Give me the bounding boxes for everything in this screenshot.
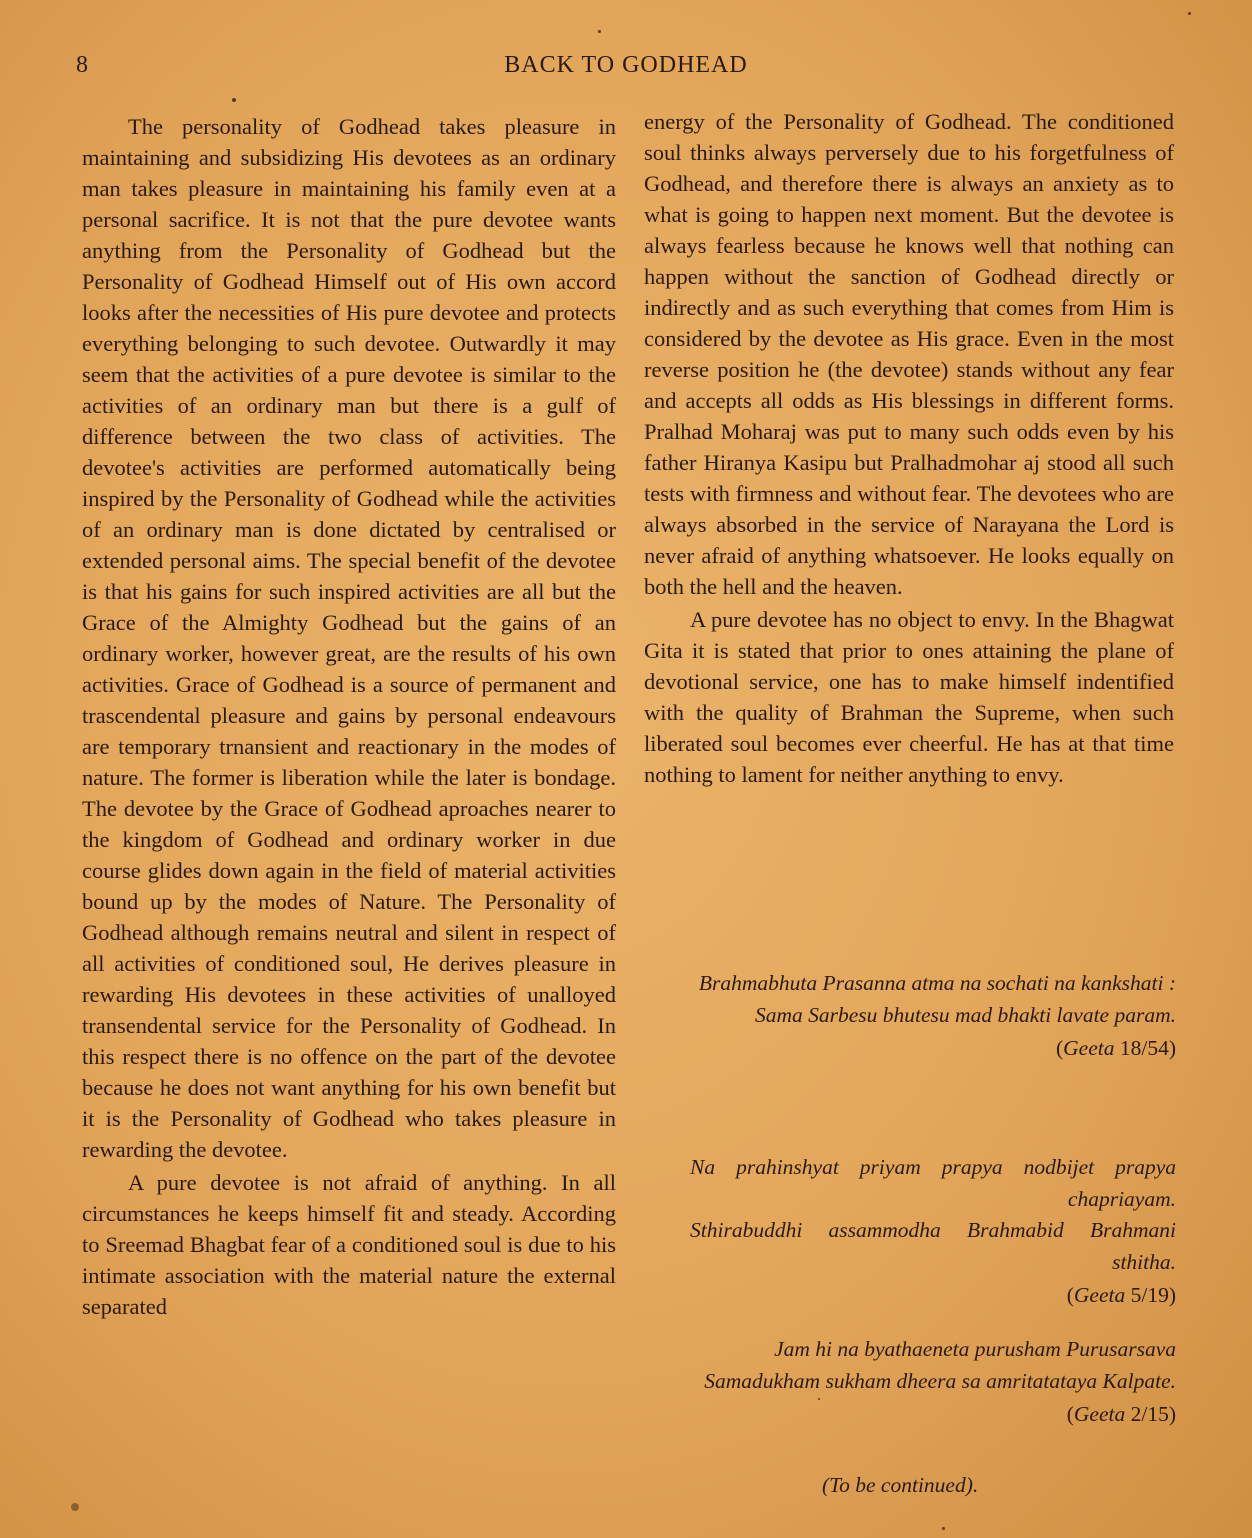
left-column xyxy=(82,111,616,1322)
verse-line: Brahmabhuta Prasanna atma na sochati na kankshati : xyxy=(698,971,1176,995)
citation-open: ( xyxy=(1066,1402,1074,1426)
citation-ref: 18/54 xyxy=(1119,1036,1169,1060)
citation-close: ) xyxy=(1168,1283,1176,1307)
right-paragraph-2: A pure devotee has no object to envy. In the Bhagwat Gita it is stated that prior to ones attaining the plane of devotional service, one has to make himself indentified with the quality of Brahman the Supreme, when such liberated soul becomes ever cheerful. He has at that time nothing to lament for neither anything to envy. xyxy=(644,607,1174,787)
paper-speck xyxy=(71,1503,79,1511)
verse-citation xyxy=(690,1033,1176,1065)
verse-line: Samadukham sukham dheera sa amritatataya Kalpate. xyxy=(704,1368,1176,1393)
running-head: BACK TO GODHEAD xyxy=(504,52,748,78)
citation-open: ( xyxy=(1055,1036,1064,1060)
paper-speck xyxy=(818,1398,820,1400)
verse-citation xyxy=(690,1399,1176,1431)
verse-geeta-5-19 xyxy=(690,1152,1176,1312)
citation-close: ) xyxy=(1168,1402,1176,1426)
verse-geeta-18-54 xyxy=(690,968,1176,1065)
paper-speck xyxy=(232,98,236,102)
citation-ref: 5/19 xyxy=(1130,1283,1169,1307)
page-number: 8 xyxy=(76,52,88,78)
right-paragraph-1: energy of the Personality of Godhead. The conditioned soul thinks always perversely due to his forgetfulness of Godhead, and therefore there is always an anxiety as to what is going to happen next moment. But the devotee is always fearless because he knows well that nothing can happen without the sanction of Godhead directly or indirectly and as such everything that comes from Him is considered by the devotee as His grace. Even in the most reverse position he (the devotee) stands without any fear and accepts all odds as His blessings in different forms. Pralhad Moharaj was put to many such odds even by his father Hiranya Kasipu but Pralhadmohar aj stood all such tests with firmness and without fear. The devotees who are always absorbed in the service of Narayana the Lord is never afraid of anything whatsoever. He looks equally on both the hell and the heaven. xyxy=(644,109,1174,599)
verse-line: Sthirabuddhi assammodha Brahmabid Brahmani sthitha. xyxy=(690,1218,1176,1274)
paper-speck xyxy=(942,1527,945,1530)
paper-speck xyxy=(1188,12,1191,15)
left-paragraph-1: The personality of Godhead takes pleasure in maintaining and subsidizing His devotees as an ordinary man takes pleasure in maintaining his family even at a personal sacrifice. It is not that the pure devotee wants anything from the Personality of Godhead but the Personality of Godhead Himself out of His own accord looks after the necessities of His pure devotee and protects everything belonging to such devotee. Outwardly it may seem that the activities of a pure devotee is similar to the activities of an ordinary man but there is a gulf of difference between the two class of activities. The devotee's activities are performed automatically being inspired by the Personality of Godhead while the activities of an ordinary man is done dictated by centralised or extended personal aims. The special benefit of the devotee is that his gains for such inspired activities are all but the Grace of the Almighty Godhead but the gains of an ordinary worker, however great, are the results of his own activities. Grace of Godhead is a source of permanent and trascendental pleasure and gains by personal endeavours are temporary trnansient and reactionary in the modes of nature. The former is liberation while the later is bondage. The devotee by the Grace of Godhead aproaches nearer to the kingdom of Godhead and ordinary worker in due course glides down again in the field of material activities bound up by the modes of Nature. The Personality of Godhead although remains neutral and silent in respect of all activities of conditioned soul, He derives pleasure in rewarding His devotees in these activities of unalloyed transendental service for the Personality of Godhead. In this respect there is no offence on the part of the devotee because he does not want anything for his own benefit but it is the Personality of Godhead who takes pleasure in rewarding the devotee. xyxy=(82,114,616,1162)
citation-title: Geeta xyxy=(1073,1283,1126,1307)
citation-ref: 2/15 xyxy=(1130,1402,1169,1426)
verse-citation xyxy=(690,1280,1176,1312)
verse-line: Sama Sarbesu bhutesu mad bhakti lavate param. xyxy=(754,1002,1176,1027)
citation-open: ( xyxy=(1066,1283,1074,1307)
verse-geeta-2-15 xyxy=(690,1334,1176,1431)
right-column xyxy=(644,106,1174,790)
paper-speck xyxy=(598,30,601,33)
verse-line: Jam hi na byathaeneta purusham Purusarsava xyxy=(774,1337,1176,1361)
citation-close: ) xyxy=(1168,1036,1176,1060)
left-paragraph-2: A pure devotee is not afraid of anything. In all circumstances he keeps himself fit and steady. According to Sreemad Bhagbat fear of a conditioned soul is due to his intimate association with the material nature the external separated xyxy=(82,1170,616,1319)
verse-line: Na prahinshyat priyam prapya nodbijet prapya chapriayam. xyxy=(690,1155,1176,1211)
citation-title: Geeta xyxy=(1073,1402,1126,1426)
citation-title: Geeta xyxy=(1063,1036,1115,1060)
to-be-continued-note: (To be continued). xyxy=(822,1473,979,1497)
